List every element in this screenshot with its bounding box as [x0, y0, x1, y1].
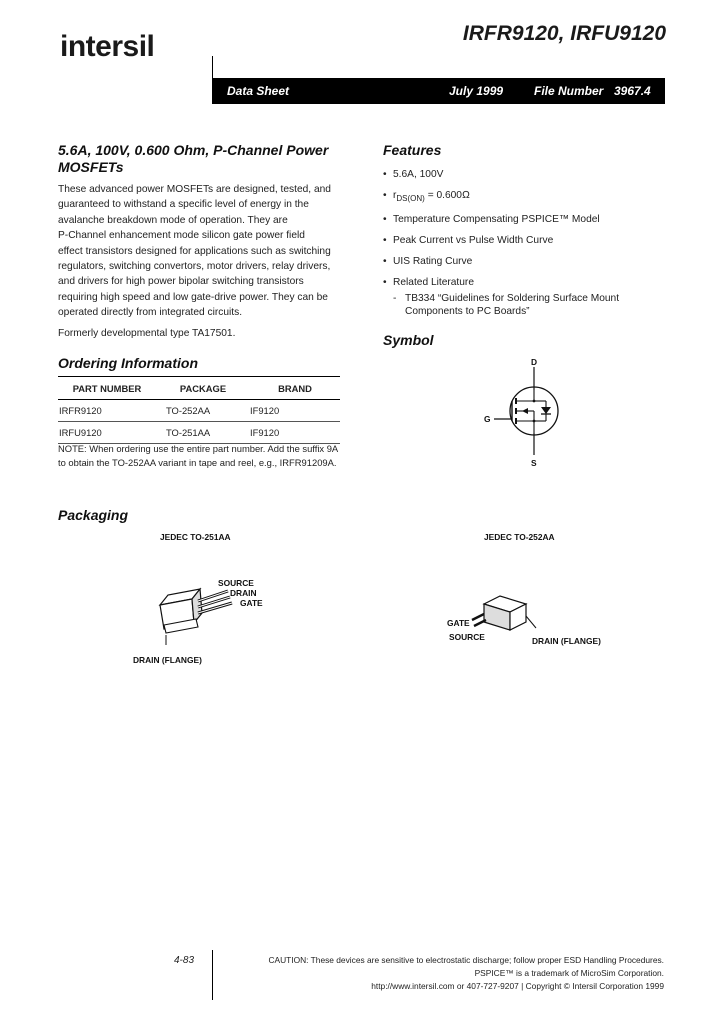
- desc-line: P-Channel enhancement mode silicon gate power field: [58, 230, 305, 242]
- desc-line: These advanced power MOSFETs are designed, tested, and: [58, 184, 331, 195]
- file-number-label: File Number: [534, 84, 604, 98]
- sub-item-line: TB334 “Guidelines for Soldering Surface Mount: [405, 293, 620, 305]
- cell-brand: IF9120: [250, 400, 340, 422]
- cell-part: IRFU9120: [58, 422, 156, 444]
- rds-value: = 0.600Ω: [427, 190, 470, 201]
- to251-flange-label: DRAIN (FLANGE): [133, 655, 202, 665]
- gate-label: G: [484, 414, 491, 424]
- feature-item: • Temperature Compensating PSPICE™ Model: [383, 213, 663, 226]
- caution-text: CAUTION: These devices are sensitive to electrostatic discharge; follow proper ESD Handling Procedures.: [268, 955, 664, 965]
- dash-glyph: -: [393, 293, 397, 305]
- trademark-text: PSPICE™ is a trademark of MicroSim Corporation.: [474, 968, 664, 978]
- contact-text: http://www.intersil.com or 407-727-9207 | Copyright © Intersil Corporation 1999: [371, 981, 664, 991]
- sub-item-line: Components to PC Boards”: [405, 306, 530, 318]
- document-title: IRFR9120, IRFU9120: [462, 22, 666, 45]
- packaging-heading: Packaging: [58, 507, 129, 523]
- desc-line: and drivers for high power bipolar switching transistors: [58, 276, 304, 288]
- header-bar: [213, 78, 665, 104]
- note-line: to obtain the TO-252AA variant in tape and reel, e.g., IRFR91209A.: [58, 457, 337, 468]
- ordering-note: [58, 442, 348, 470]
- to252-source-label: SOURCE: [449, 632, 485, 642]
- features-list: [383, 168, 663, 326]
- col-package: PACKAGE: [156, 377, 250, 400]
- intersil-logo: intersil: [60, 30, 155, 63]
- rds-subscript: DS(ON): [396, 194, 425, 204]
- cell-package: TO-252AA: [156, 400, 250, 422]
- desc-line: operated directly from integrated circuits.: [58, 307, 243, 319]
- product-title-line1: 5.6A, 100V, 0.600 Ohm, P-Channel Power: [58, 142, 329, 158]
- desc-line: regulators, switching convertors, motor drivers, relay drivers,: [58, 261, 331, 273]
- product-description: [58, 182, 348, 341]
- formerly-text: Formerly developmental type TA17501.: [58, 327, 236, 339]
- mosfet-symbol: [478, 355, 578, 470]
- feature-item-rds: [383, 189, 663, 205]
- feature-item-literature: [383, 276, 663, 318]
- desc-line: avalanche breakdown mode of operation. They are: [58, 214, 288, 226]
- table-header-row: [58, 377, 340, 400]
- col-brand: BRAND: [250, 377, 340, 400]
- to252-gate-label: GATE: [447, 618, 470, 628]
- page-number: 4-83: [174, 955, 195, 966]
- date-label: July 1999: [449, 84, 504, 98]
- to251-title: JEDEC TO-251AA: [160, 532, 231, 542]
- mosfet-symbol-icon: [478, 355, 578, 470]
- product-title-line2: MOSFETs: [58, 159, 124, 175]
- symbol-heading: Symbol: [383, 332, 434, 348]
- product-title: [58, 142, 328, 176]
- table-row: [58, 400, 340, 422]
- to251-gate-label: GATE: [240, 598, 263, 608]
- note-line: NOTE: When ordering use the entire part number. Add the suffix 9A: [58, 443, 339, 454]
- drain-label: D: [531, 357, 538, 367]
- rds-symbol: r: [393, 190, 397, 201]
- literature-sub-item: [393, 292, 663, 318]
- to251-drain-label: DRAIN: [230, 588, 257, 598]
- cell-brand: IF9120: [250, 422, 340, 444]
- cell-package: TO-251AA: [156, 422, 250, 444]
- table-row: [58, 422, 340, 444]
- data-sheet-label: Data Sheet: [227, 84, 290, 98]
- desc-line: guaranteed to withstand a specific level of energy in the: [58, 199, 309, 211]
- desc-line: effect transistors designed for applications such as switching: [58, 245, 331, 257]
- file-number-value: 3967.4: [614, 84, 651, 98]
- source-label: S: [531, 458, 537, 468]
- footer-divider: [212, 950, 213, 1000]
- col-part-number: PART NUMBER: [58, 377, 156, 400]
- feature-item: • Peak Current vs Pulse Width Curve: [383, 234, 663, 247]
- feature-item: • UIS Rating Curve: [383, 255, 663, 268]
- to251-source-label: SOURCE: [218, 578, 254, 588]
- feature-item: • 5.6A, 100V: [383, 168, 663, 181]
- features-heading: Features: [383, 142, 442, 158]
- cell-part: IRFR9120: [58, 400, 156, 422]
- desc-line: requiring high speed and low gate-drive power. They can be: [58, 291, 328, 303]
- to252-title: JEDEC TO-252AA: [484, 532, 555, 542]
- ordering-heading: Ordering Information: [58, 355, 198, 371]
- ordering-table: [58, 376, 340, 444]
- to252-flange-label: DRAIN (FLANGE): [532, 636, 601, 646]
- feature-item-label: Related Literature: [393, 277, 474, 289]
